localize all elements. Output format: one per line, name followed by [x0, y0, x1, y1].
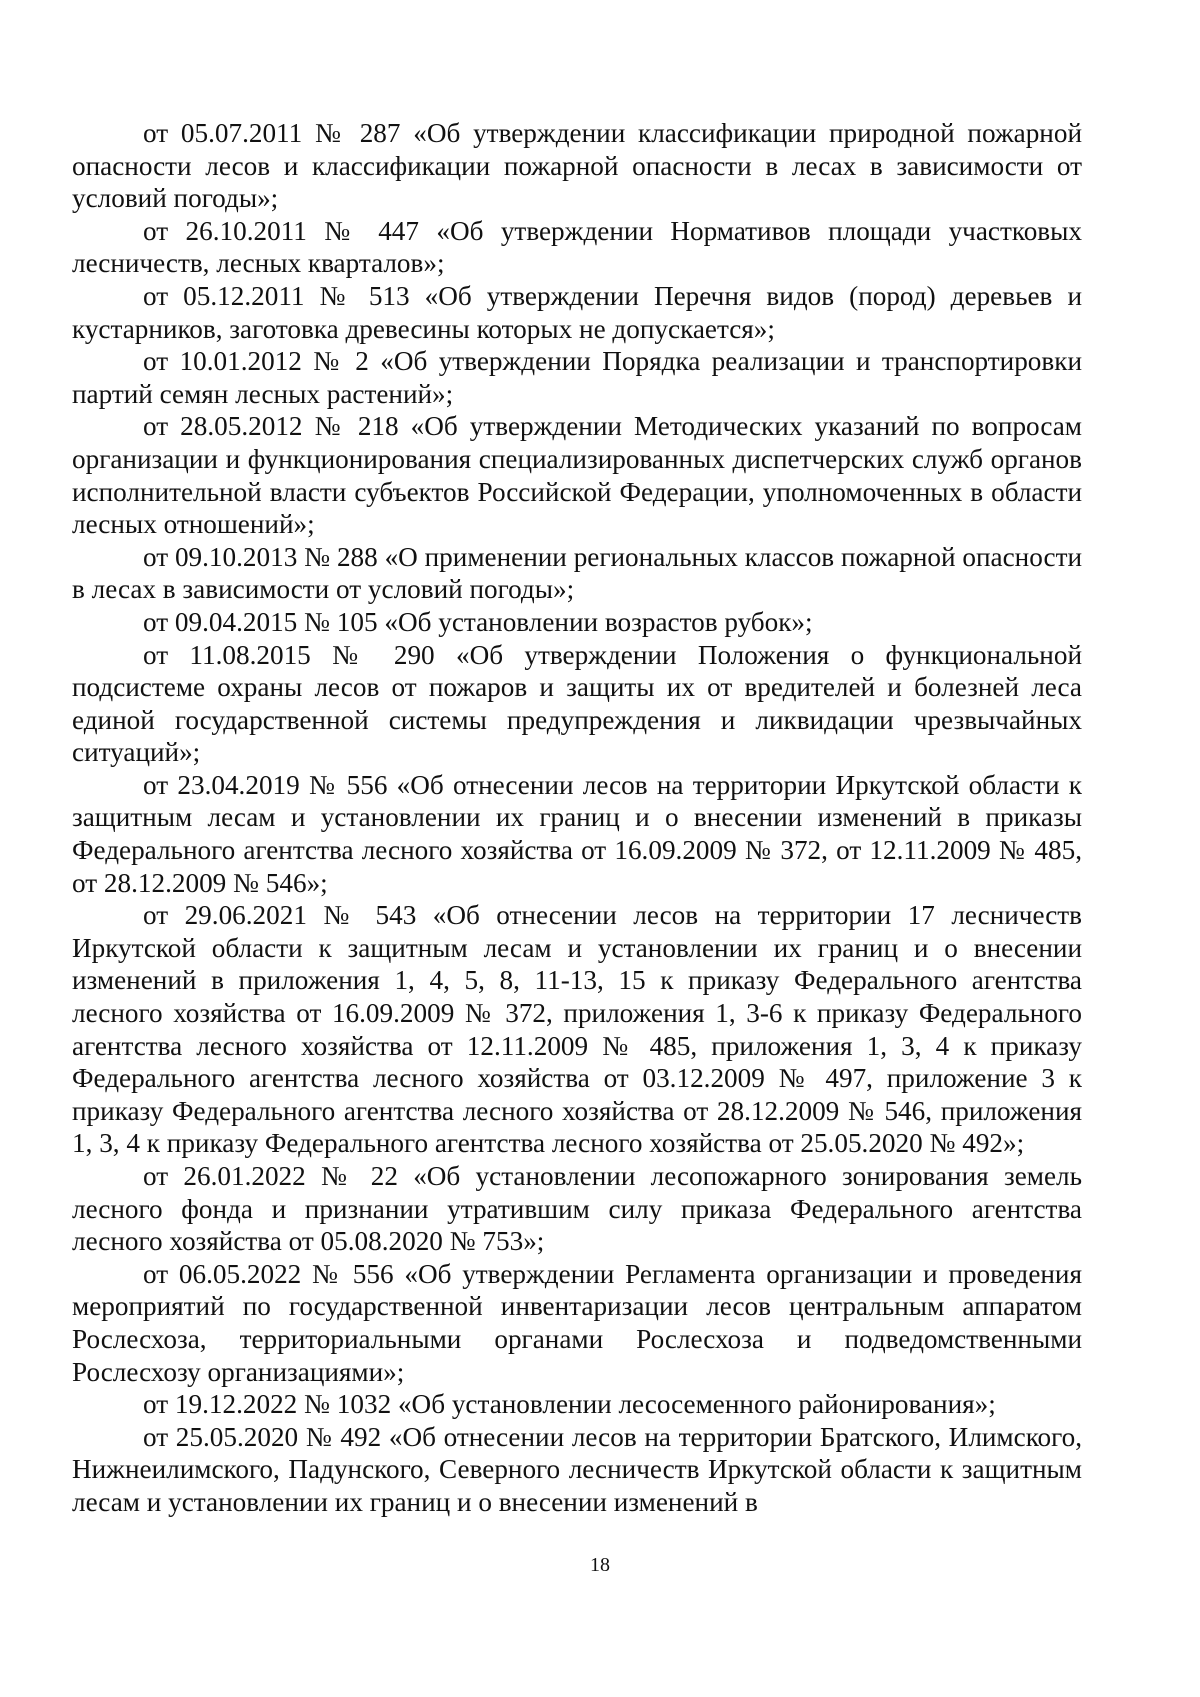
- paragraph-order-2: от 10.01.2012 № 2 «Об утверждении Порядка реализации и транспортировки партий семян лесных растений»;: [72, 346, 1082, 409]
- paragraph-order-492: от 25.05.2020 № 492 «Об отнесении лесов на территории Братского, Илимского, Нижнеилимского, Падунского, Северного лесничеств Иркутской области к защитным лесам и установлении их границ и о внесении изменений в: [72, 1421, 1082, 1517]
- paragraph-order-22: от 26.01.2022 № 22 «Об установлении лесопожарного зонирования земель лесного фонда и признании утратившим силу приказа Федерального агентства лесного хозяйства от 05.08.2020 № 753»;: [72, 1161, 1082, 1257]
- paragraph-order-287: от 05.07.2011 № 287 «Об утверждении классификации природной пожарной опасности лесов и классификации пожарной опасности в лесах в зависимости от условий погоды»;: [72, 118, 1082, 214]
- paragraph-order-288: от 09.10.2013 № 288 «О применении региональных классов пожарной опасности в лесах в зависимости от условий погоды»;: [72, 541, 1082, 605]
- paragraph-order-556-2022: от 06.05.2022 № 556 «Об утверждении Регламента организации и проведения мероприятий по государственной инвентаризации лесов центральным аппаратом Рослесхоза, территориальными органами Рослесхоза и подведомственными Рослесхозу организациями»;: [72, 1258, 1082, 1387]
- paragraph-order-290: от 11.08.2015 № 290 «Об утверждении Положения о функциональной подсистеме охраны лесов от пожаров и защиты их от вредителей и болезней леса единой государственной системы предупреждения и ликвидации чрезвычайных ситуаций»;: [72, 639, 1082, 768]
- page-number: 18: [590, 1554, 610, 1576]
- paragraph-order-556-2019: от 23.04.2019 № 556 «Об отнесении лесов на территории Иркутской области к защитным лесам и установлении их границ и о внесении изменений в приказы Федерального агентства лесного хозяйства от 16.09.2009 № 372, от 12.11.2009 № 485, от 28.12.2009 № 546»;: [72, 769, 1082, 898]
- paragraph-order-513: от 05.12.2011 № 513 «Об утверждении Перечня видов (пород) деревьев и кустарников, заготовка древесины которых не допускается»;: [72, 280, 1082, 344]
- paragraph-order-218: от 28.05.2012 № 218 «Об утверждении Методических указаний по вопросам организации и функционирования специализированных диспетчерских служб органов исполнительной власти субъектов Российской Федерации, уполномоченных в области лесных отношений»;: [72, 411, 1082, 540]
- paragraph-order-543: от 29.06.2021 № 543 «Об отнесении лесов на территории 17 лесничеств Иркутской области к защитным лесам и установлении их границ и о внесении изменений в приложения 1, 4, 5, 8, 11-13, 15 к приказу Федерального агентства лесного хозяйства от 16.09.2009 № 372, приложения 1, 3-6 к приказу Федерального агентства лесного хозяйства от 12.11.2009 № 485, приложения 1, 3, 4 к приказу Федерального агентства лесного хозяйства от 03.12.2009 № 497, приложение 3 к приказу Федерального агентства лесного хозяйства от 28.12.2009 № 546, приложения 1, 3, 4 к приказу Федерального агентства лесного хозяйства от 25.05.2020 № 492»;: [72, 900, 1082, 1159]
- paragraph-order-1032: от 19.12.2022 № 1032 «Об установлении лесосеменного районирования»;: [143, 1389, 996, 1420]
- document-body: [72, 117, 1082, 1519]
- paragraph-order-105: от 09.04.2015 № 105 «Об установлении возрастов рубок»;: [143, 606, 813, 637]
- paragraph-order-447: от 26.10.2011 № 447 «Об утверждении Нормативов площади участковых лесничеств, лесных кварталов»;: [72, 215, 1082, 279]
